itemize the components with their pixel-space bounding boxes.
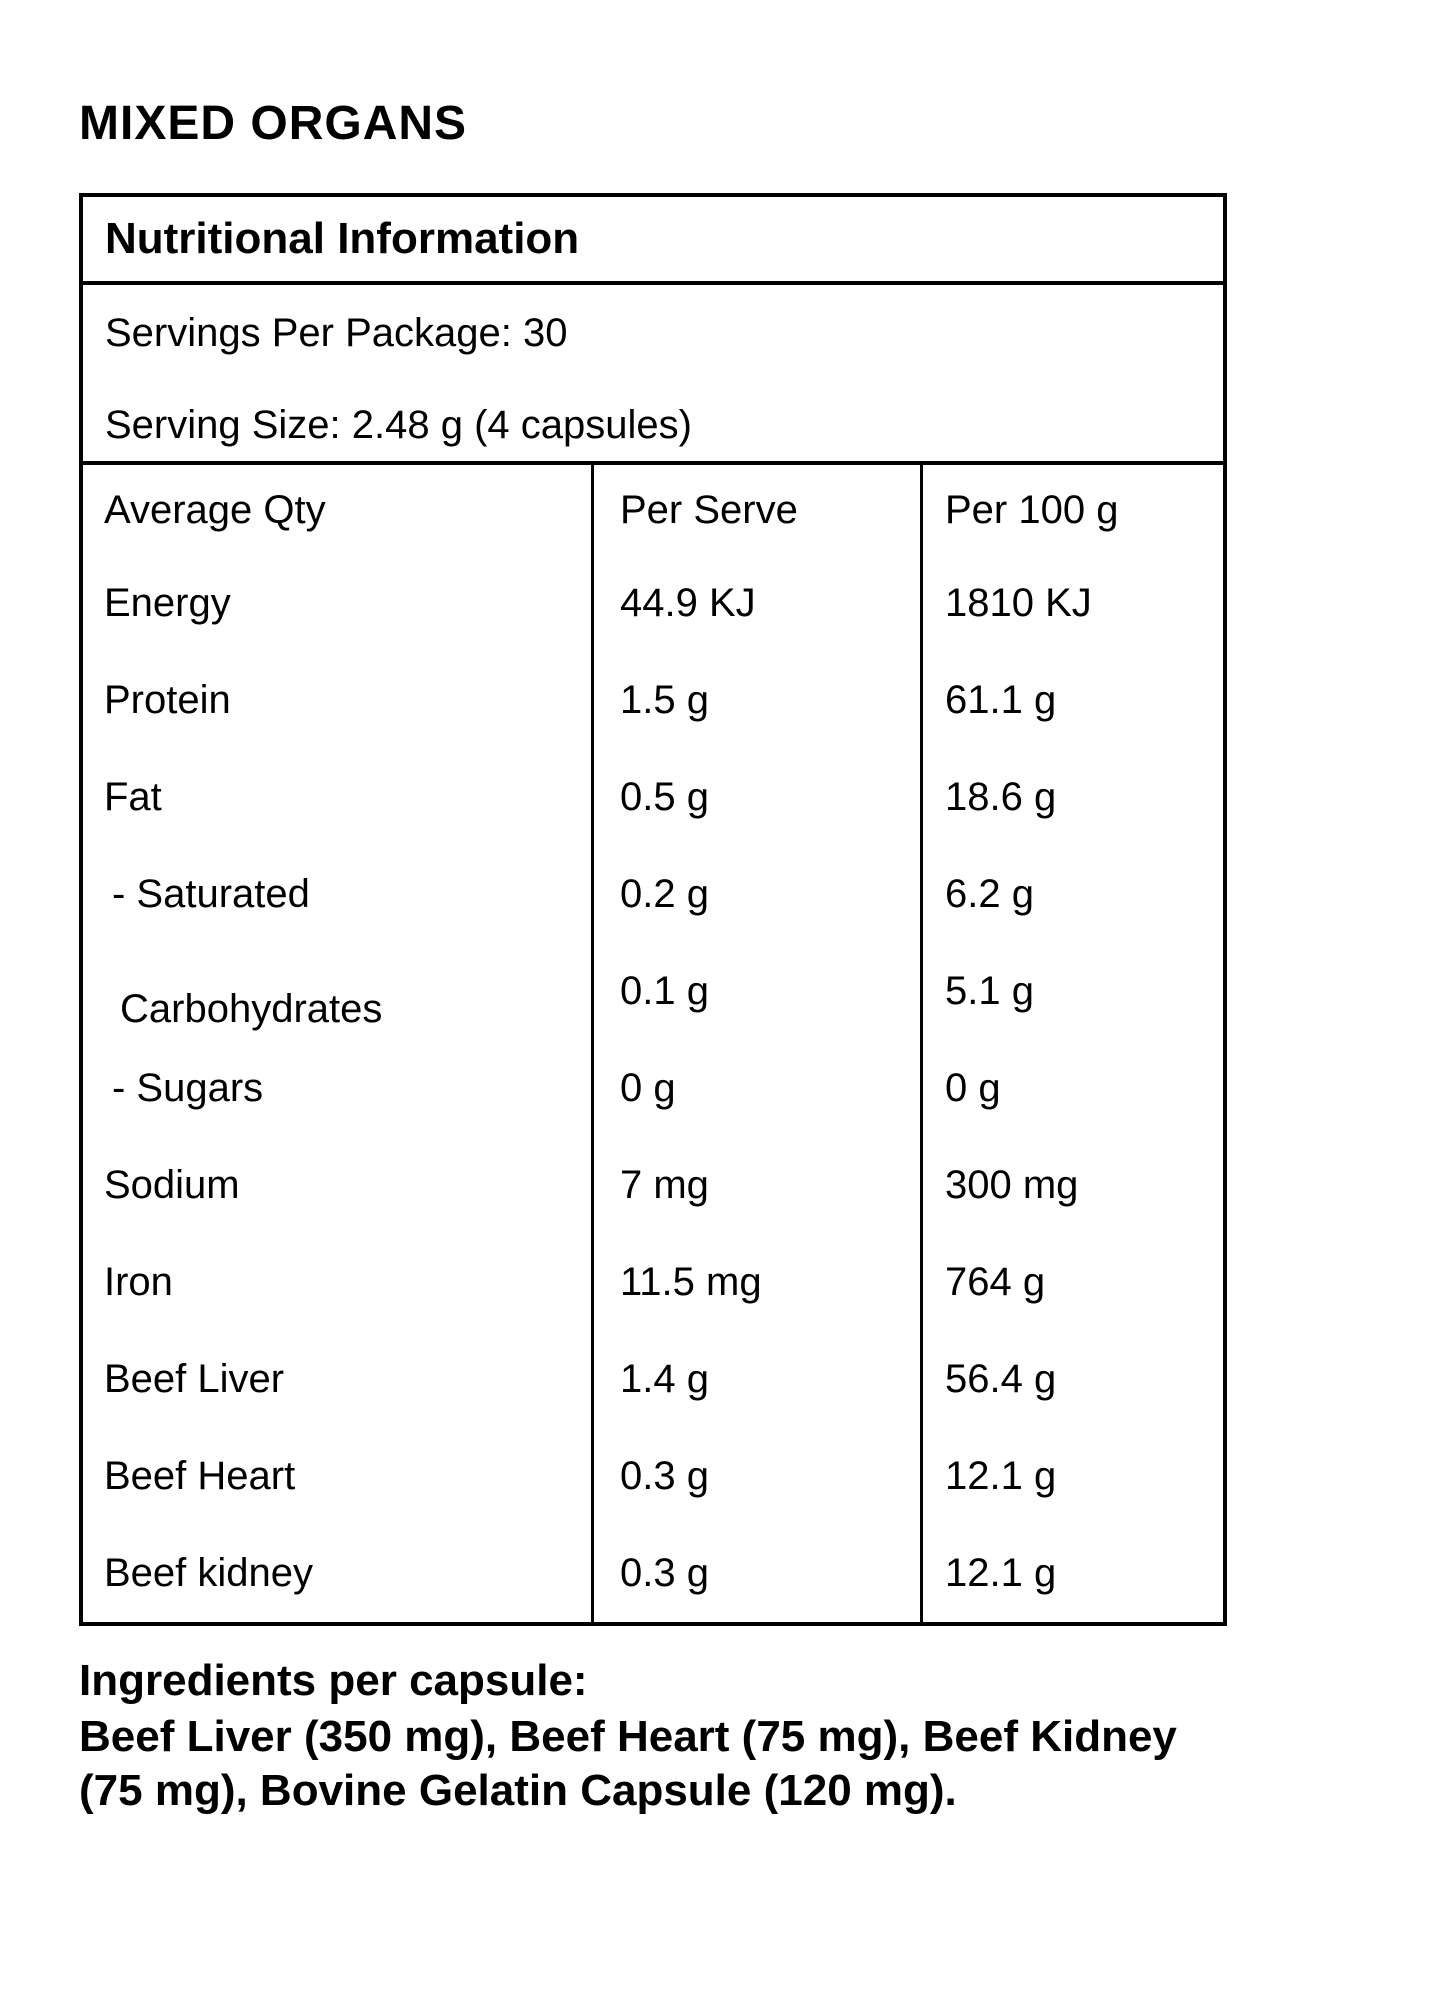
table-title-row <box>83 197 1223 285</box>
table-row-saturated <box>83 846 1223 943</box>
row-per-100g-value: 764 g <box>920 1234 1223 1331</box>
row-per-serve-value: 0.2 g <box>591 846 920 943</box>
row-per-serve-value: 0.5 g <box>591 749 920 846</box>
row-per-serve-value: 0 g <box>591 1040 920 1137</box>
ingredients-heading: Ingredients per capsule: <box>79 1656 588 1705</box>
row-per-100g-value: 56.4 g <box>920 1331 1223 1428</box>
row-label: - Sugars <box>112 1066 264 1110</box>
column-header-per-serve: Per Serve <box>591 465 920 555</box>
row-per-100g-value: 61.1 g <box>920 652 1223 749</box>
row-label: Beef Liver <box>104 1357 285 1401</box>
row-per-100g-value: 300 mg <box>920 1137 1223 1234</box>
row-per-100g-value: 0 g <box>920 1040 1223 1137</box>
row-label: - Saturated <box>112 872 310 916</box>
table-row-fat <box>83 749 1223 846</box>
row-label: Beef Heart <box>104 1454 296 1498</box>
row-label: Carbohydrates <box>120 987 383 1031</box>
row-per-serve-value: 1.5 g <box>591 652 920 749</box>
row-per-100g-value: 18.6 g <box>920 749 1223 846</box>
table-row-energy <box>83 555 1223 652</box>
serving-size: Serving Size: 2.48 g (4 capsules) <box>105 403 692 447</box>
row-label: Protein <box>104 678 231 722</box>
ingredients-line: Beef Liver (350 mg), Beef Heart (75 mg), Beef Kidney <box>79 1712 1177 1761</box>
table-title: Nutritional Information <box>105 214 580 263</box>
table-row-iron <box>83 1234 1223 1331</box>
ingredients-line: (75 mg), Bovine Gelatin Capsule (120 mg). <box>79 1766 957 1815</box>
serving-info-section <box>83 285 1223 465</box>
row-label: Fat <box>104 775 162 819</box>
row-per-serve-value: 7 mg <box>591 1137 920 1234</box>
row-per-serve-value: 0.1 g <box>591 943 920 1040</box>
row-per-100g-value: 12.1 g <box>920 1525 1223 1622</box>
table-row-protein <box>83 652 1223 749</box>
row-per-100g-value: 12.1 g <box>920 1428 1223 1525</box>
row-per-100g-value: 5.1 g <box>920 943 1223 1040</box>
table-row-beef-heart <box>83 1428 1223 1525</box>
column-header-average-qty: Average Qty <box>104 487 326 532</box>
row-label: Sodium <box>104 1163 240 1207</box>
row-per-serve-value: 1.4 g <box>591 1331 920 1428</box>
row-label: Beef kidney <box>104 1551 314 1595</box>
table-row-sugars <box>83 1040 1223 1137</box>
row-label: Iron <box>104 1260 173 1304</box>
row-per-serve-value: 0.3 g <box>591 1525 920 1622</box>
page-title: MIXED ORGANS <box>79 97 468 150</box>
servings-per-package: Servings Per Package: 30 <box>105 311 568 355</box>
nutrition-table <box>79 193 1227 1626</box>
table-row-beef-liver <box>83 1331 1223 1428</box>
ingredients-section <box>79 1652 1227 1818</box>
row-per-serve-value: 44.9 KJ <box>591 555 920 652</box>
column-header-row <box>83 465 1223 555</box>
content-column <box>79 0 1227 1818</box>
table-row-sodium <box>83 1137 1223 1234</box>
row-label: Energy <box>104 581 231 625</box>
row-per-serve-value: 0.3 g <box>591 1428 920 1525</box>
table-row-carbohydrates <box>83 943 1223 1040</box>
row-per-100g-value: 6.2 g <box>920 846 1223 943</box>
table-row-beef-kidney <box>83 1525 1223 1622</box>
row-per-serve-value: 11.5 mg <box>591 1234 920 1331</box>
column-header-per-100g: Per 100 g <box>920 465 1223 555</box>
row-per-100g-value: 1810 KJ <box>920 555 1223 652</box>
table-body <box>83 465 1223 1622</box>
